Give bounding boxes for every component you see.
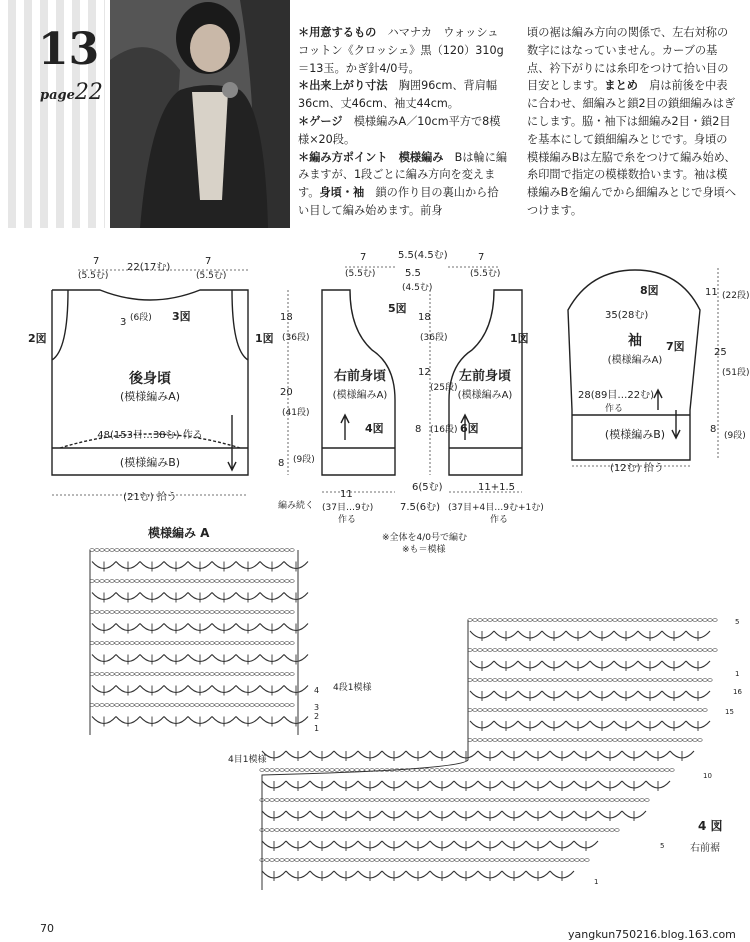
svg-text:作る: 作る xyxy=(605,404,624,414)
svg-text:5.5(4.5む): 5.5(4.5む) xyxy=(398,250,448,261)
svg-text:8: 8 xyxy=(278,458,285,469)
svg-text:7図: 7図 xyxy=(666,340,685,353)
page-number: 70 xyxy=(40,922,54,935)
svg-text:(36段): (36段) xyxy=(420,333,448,343)
svg-text:(9段): (9段) xyxy=(293,455,315,465)
svg-text:3: 3 xyxy=(314,703,320,712)
svg-text:(模様編みA): (模様編みA) xyxy=(607,355,663,366)
svg-text:18: 18 xyxy=(280,312,293,323)
svg-text:編み続く: 編み続く xyxy=(278,501,315,511)
svg-text:22(17む): 22(17む) xyxy=(127,262,171,273)
svg-text:10: 10 xyxy=(703,772,712,780)
svg-text:28(89目…22む): 28(89目…22む) xyxy=(578,390,654,401)
svg-text:3: 3 xyxy=(120,317,127,328)
svg-text:8: 8 xyxy=(415,424,422,435)
svg-text:15: 15 xyxy=(725,708,734,716)
svg-text:(41段): (41段) xyxy=(282,408,310,418)
svg-text:(36段): (36段) xyxy=(282,333,310,343)
pattern-number: 13 xyxy=(38,24,100,75)
svg-text:4図: 4図 xyxy=(365,422,384,435)
page-reference: page22 xyxy=(40,80,103,105)
svg-text:2: 2 xyxy=(314,712,320,721)
svg-text:7: 7 xyxy=(478,252,485,263)
svg-text:1図: 1図 xyxy=(510,332,529,345)
svg-text:6図: 6図 xyxy=(460,422,479,435)
svg-text:(37目+4目…9む+1む): (37目+4目…9む+1む) xyxy=(448,503,544,513)
svg-text:5.5: 5.5 xyxy=(405,268,421,279)
instructions-text-column-2: 頃の裾は編み方向の関係で、左右対称の数字にはなっていません。カーブの基点、衿下がりには糸印をつけて拾い目の目安とします。まとめ 肩は前後を中表に合わせ、細編みと鎖2目の鎖細編みはぎにします。脇・袖下は細編み2目・鎖2目を基本にして鎖細編みとじです。身頃の模様編みBは左脇で糸をつけて編み始め、糸印間で指定の模様数拾います。袖は模様編みBを編んでから細編みとじで身頃へつけます。 xyxy=(527,26,737,217)
svg-text:4 図: 4 図 xyxy=(698,819,723,833)
svg-text:7.5(6む): 7.5(6む) xyxy=(400,502,441,513)
svg-text:11: 11 xyxy=(705,287,718,298)
svg-text:(4.5む): (4.5む) xyxy=(402,283,433,293)
svg-text:11+1.5: 11+1.5 xyxy=(478,482,516,493)
svg-text:18: 18 xyxy=(418,312,431,323)
svg-text:12: 12 xyxy=(418,367,431,378)
svg-text:(5.5む): (5.5む) xyxy=(78,271,109,281)
svg-text:(模様編みA): (模様編みA) xyxy=(332,390,388,401)
stitch-chart-a xyxy=(90,549,308,736)
svg-text:(模様編みA): (模様編みA) xyxy=(119,390,181,403)
svg-text:右前身頃: 右前身頃 xyxy=(333,369,387,384)
svg-text:(25段): (25段) xyxy=(430,383,458,393)
svg-text:48(153目…38む) 作る: 48(153目…38む) 作る xyxy=(97,430,203,441)
svg-text:※も＝模様: ※も＝模様 xyxy=(402,545,446,555)
svg-text:作る: 作る xyxy=(338,515,357,525)
svg-text:作る: 作る xyxy=(490,515,509,525)
svg-text:2図: 2図 xyxy=(28,332,47,345)
svg-text:(51段): (51段) xyxy=(722,368,750,378)
svg-text:1: 1 xyxy=(735,670,740,678)
svg-text:(37目…9む): (37目…9む) xyxy=(322,503,374,513)
svg-text:7: 7 xyxy=(205,256,212,267)
svg-text:8: 8 xyxy=(710,424,717,435)
svg-text:(21む) 拾う: (21む) 拾う xyxy=(123,492,177,503)
stitch-chart-4 xyxy=(260,619,717,891)
svg-text:4: 4 xyxy=(314,686,320,695)
svg-text:(6段): (6段) xyxy=(130,313,152,323)
svg-text:4目1模様: 4目1模様 xyxy=(228,755,267,765)
svg-text:11: 11 xyxy=(340,489,353,500)
svg-text:(9段): (9段) xyxy=(724,431,746,441)
svg-text:7: 7 xyxy=(360,252,367,263)
svg-text:右前裾: 右前裾 xyxy=(690,843,720,854)
svg-text:(模様編みB): (模様編みB) xyxy=(604,428,666,441)
svg-text:(模様編みA): (模様編みA) xyxy=(457,390,513,401)
svg-text:1: 1 xyxy=(314,724,320,733)
svg-text:(5.5む): (5.5む) xyxy=(196,271,227,281)
svg-text:1: 1 xyxy=(594,878,599,886)
svg-text:(12む) 拾う: (12む) 拾う xyxy=(610,463,664,474)
svg-text:模様編み A: 模様編み A xyxy=(148,526,210,540)
svg-text:袖: 袖 xyxy=(628,333,642,349)
svg-text:5図: 5図 xyxy=(388,302,407,315)
svg-text:(16段): (16段) xyxy=(430,425,458,435)
svg-text:6(5む): 6(5む) xyxy=(412,482,443,493)
svg-text:5: 5 xyxy=(735,618,740,626)
svg-text:20: 20 xyxy=(280,387,293,398)
svg-text:1図: 1図 xyxy=(255,332,274,345)
svg-text:35(28む): 35(28む) xyxy=(605,310,649,321)
materials-text-column-1: ＊用意するもの ハマナカ ウォッシュコットン《クロッシェ》黒（120）310g＝13玉。かぎ針4/0号。 ＊出来上がり寸法 胸囲96cm、背肩幅36cm、丈46cm、袖丈44cm。 ＊ゲージ 模様編みA／10cm平方で8模様×20段。 ＊編み方ポイント 模様編み Bは輪に編みますが、1段ごとに編み方向を変えます。身頃・袖 鎖の作り目の裏山から拾い目して編み始めます。前身 xyxy=(298,26,508,217)
svg-text:(模様編みB): (模様編みB) xyxy=(119,456,181,469)
svg-text:左前身頃: 左前身頃 xyxy=(458,369,512,384)
svg-text:3図: 3図 xyxy=(172,310,191,323)
svg-text:※全体を4/0号で編む: ※全体を4/0号で編む xyxy=(382,533,468,543)
svg-text:8図: 8図 xyxy=(640,284,659,297)
source-credit: yangkun750216.blog.163.com xyxy=(568,928,736,941)
svg-text:(22段): (22段) xyxy=(722,291,750,301)
svg-text:4段1模様: 4段1模様 xyxy=(333,683,372,693)
svg-text:後身頃: 後身頃 xyxy=(129,371,171,387)
svg-text:5: 5 xyxy=(660,842,665,850)
svg-text:16: 16 xyxy=(733,688,742,696)
svg-text:(5.5む): (5.5む) xyxy=(470,269,501,279)
svg-text:25: 25 xyxy=(714,347,727,358)
svg-text:(5.5む): (5.5む) xyxy=(345,269,376,279)
svg-text:7: 7 xyxy=(93,256,100,267)
